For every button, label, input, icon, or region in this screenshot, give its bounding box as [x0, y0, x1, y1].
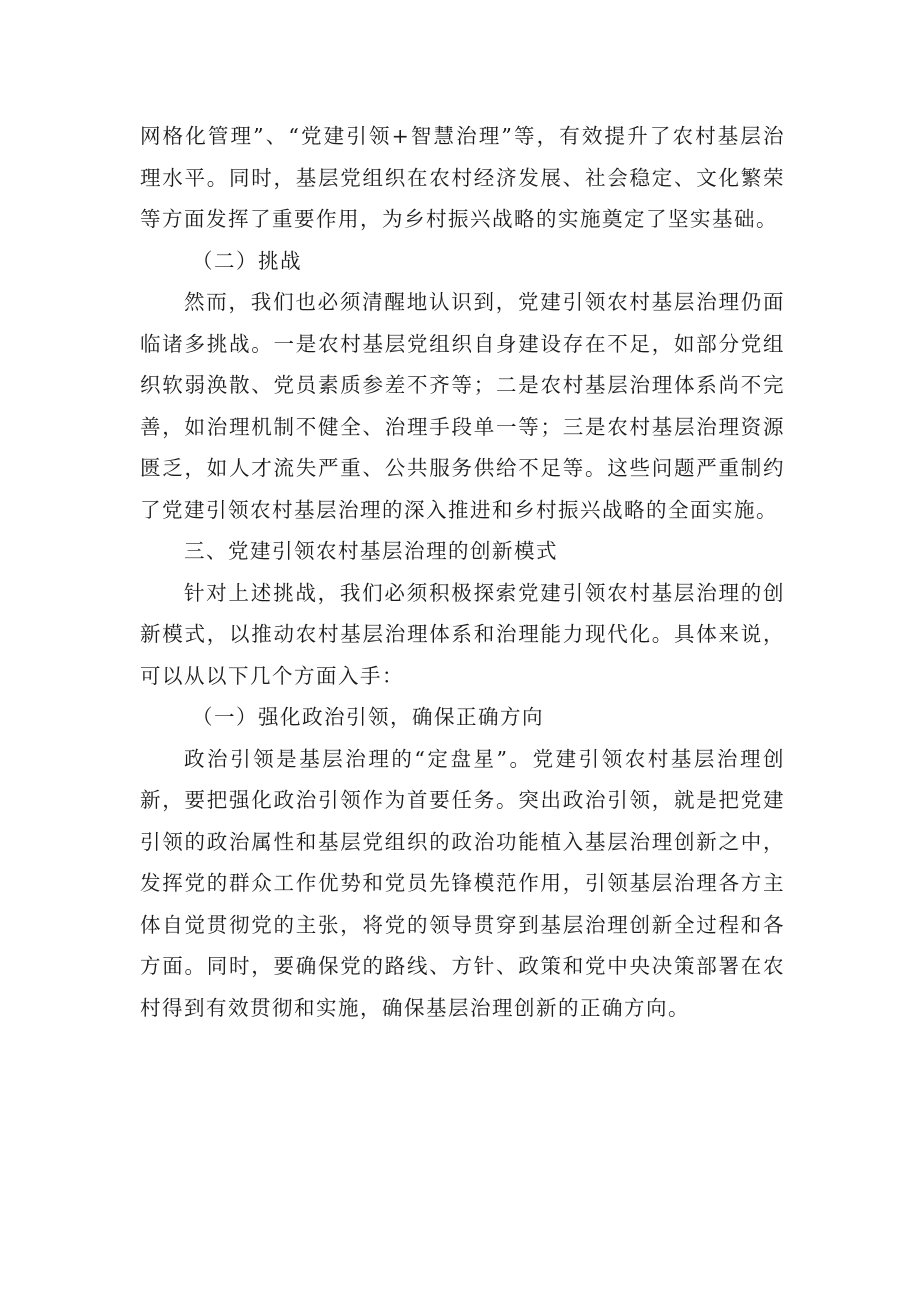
subheading-political-guidance: （一）强化政治引领，确保正确方向 [192, 705, 544, 729]
subheading-challenges: （二）挑战 [192, 248, 302, 273]
section-heading-innovation: 三、党建引领农村基层治理的创新模式 [184, 539, 558, 563]
paragraph-innovation-intro: 针对上述挑战，我们必须积极探索党建引领农村基层治理的创新模式，以推动农村基层治理体系和治理能力现代化。具体来说，可以从以下几个方面入手： [140, 580, 785, 688]
paragraph-continuation: 网格化管理”、“党建引领+智慧治理”等，有效提升了农村基层治理水平。同时，基层党组织在农村经济发展、社会稳定、文化繁荣等方面发挥了重要作用，为乡村振兴战略的实施奠定了坚实基础。 [140, 124, 785, 231]
paragraph-challenges: 然而，我们也必须清醒地认识到，党建引领农村基层治理仍面临诸多挑战。一是农村基层党组织自身建设存在不足，如部分党组织软弱涣散、党员素质参差不齐等；二是农村基层治理体系尚不完善，如治理机制不健全、治理手段单一等；三是农村基层治理资源匮乏，如人才流失严重、公共服务供给不足等。这些问题严重制约了党建引领农村基层治理的深入推进和乡村振兴战略的全面实施。 [140, 290, 785, 522]
document-body [140, 116, 785, 1029]
paragraph-political-guidance: 政治引领是基层治理的“定盘星”。党建引领农村基层治理创新，要把强化政治引领作为首要任务。突出政治引领，就是把党建引领的政治属性和基层党组织的政治功能植入基层治理创新之中，发挥党的群众工作优势和党员先锋模范作用，引领基层治理各方主体自觉贯彻党的主张，将党的领导贯穿到基层治理创新全过程和各方面。同时，要确保党的路线、方针、政策和党中央决策部署在农村得到有效贯彻和实施，确保基层治理创新的正确方向。 [140, 746, 785, 1020]
